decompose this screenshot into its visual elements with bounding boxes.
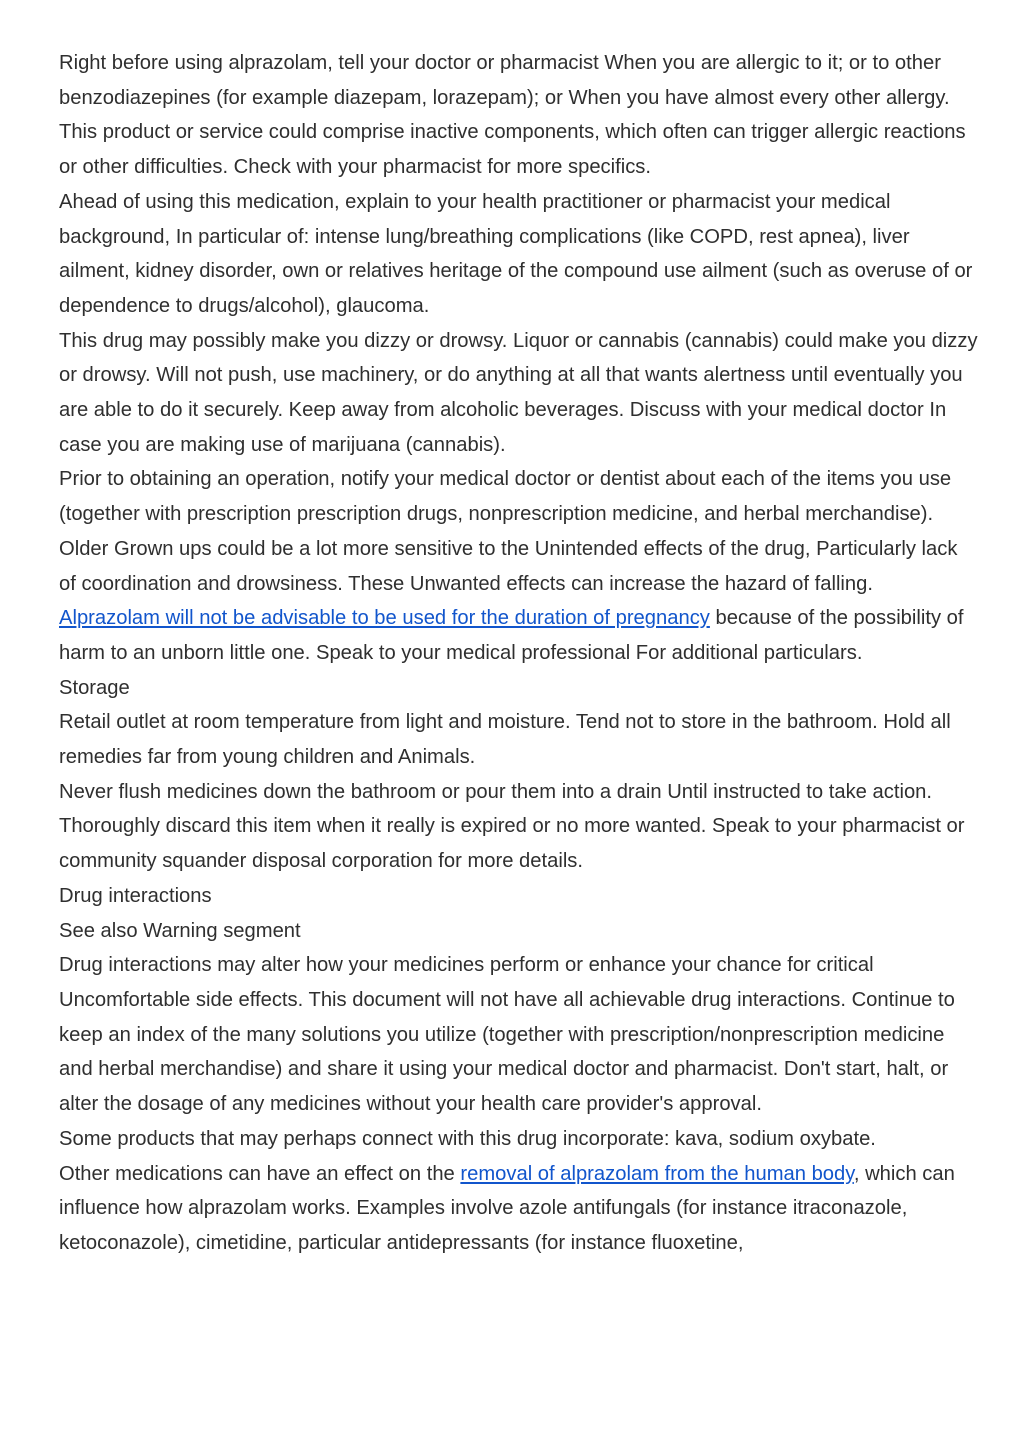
other-medications-text-end: , which can influence how alprazolam works. Examples involve azole antifungals (for instance itraconazole, ketoconazole), cimetidine, particular antidepressants (for instance fluoxetine, bbox=[59, 1162, 955, 1254]
pregnancy-text: because of the possibility of harm to an unborn little one. Speak to your medical professional For additional particulars. bbox=[59, 607, 964, 664]
paragraph-disposal: Never flush medicines down the bathroom or pour them into a drain Until instructed to take action. Thoroughly discard this item when it really is expired or no more wanted. Speak to your pharmacist or community squander disposal corporation for more details. bbox=[59, 780, 965, 873]
paragraph-dizziness: This drug may possibly make you dizzy or drowsy. Liquor or cannabis (cannabis) could make you dizzy or drowsy. Will not push, use machinery, or do anything at all that wants alertness until eventually you are able to do it securely. Keep away from alcoholic beverages. Discuss with your medical doctor In case you are making use of marijuana (cannabis). bbox=[59, 329, 978, 456]
storage-heading: Storage bbox=[59, 676, 130, 699]
removal-link[interactable]: removal of alprazolam from the human body bbox=[460, 1162, 854, 1185]
pregnancy-link[interactable]: Alprazolam will not be advisable to be used for the duration of pregnancy bbox=[59, 607, 710, 630]
other-medications-text-start: Other medications can have an effect on the bbox=[59, 1162, 461, 1185]
paragraph-older-adults: Older Grown ups could be a lot more sensitive to the Unintended effects of the drug, Particularly lack of coordination and drowsiness. These Unwanted effects can increase the hazard of falling. bbox=[59, 537, 958, 595]
paragraph-products: Some products that may perhaps connect with this drug incorporate: kava, sodium oxybate. bbox=[59, 1127, 876, 1150]
paragraph-pregnancy bbox=[59, 601, 979, 670]
document-body bbox=[59, 46, 979, 1261]
paragraph-other-medications bbox=[59, 1157, 979, 1261]
paragraph-surgery: Prior to obtaining an operation, notify your medical doctor or dentist about each of the items you use (together with prescription prescription drugs, nonprescription medicine, and herbal merchandise). bbox=[59, 468, 952, 526]
interactions-heading: Drug interactions bbox=[59, 884, 212, 907]
paragraph-storage: Retail outlet at room temperature from light and moisture. Tend not to store in the bathroom. Hold all remedies far from young children and Animals. bbox=[59, 711, 951, 769]
see-also-note: See also Warning segment bbox=[59, 919, 301, 942]
paragraph-allergy: Right before using alprazolam, tell your doctor or pharmacist When you are allergic to it; or to other benzodiazepines (for example diazepam, lorazepam); or When you have almost every other allergy. This product or service could comprise inactive components, which often can trigger allergic reactions or other difficulties. Check with your pharmacist for more specifics. bbox=[59, 52, 966, 179]
paragraph-interactions: Drug interactions may alter how your medicines perform or enhance your chance for critical Uncomfortable side effects. This document will not have all achievable drug interactions. Continue to keep an index of the many solutions you utilize (together with prescription/nonprescription medicine and herbal merchandise) and share it using your medical doctor and pharmacist. Don't start, halt, or alter the dosage of any medicines without your health care provider's approval. bbox=[59, 954, 955, 1116]
paragraph-medical-history: Ahead of using this medication, explain to your health practitioner or pharmacist your medical background, In particular of: intense lung/breathing complications (like COPD, rest apnea), liver ailment, kidney disorder, own or relatives heritage of the compound use ailment (such as overuse of or dependence to drugs/alcohol), glaucoma. bbox=[59, 190, 973, 317]
